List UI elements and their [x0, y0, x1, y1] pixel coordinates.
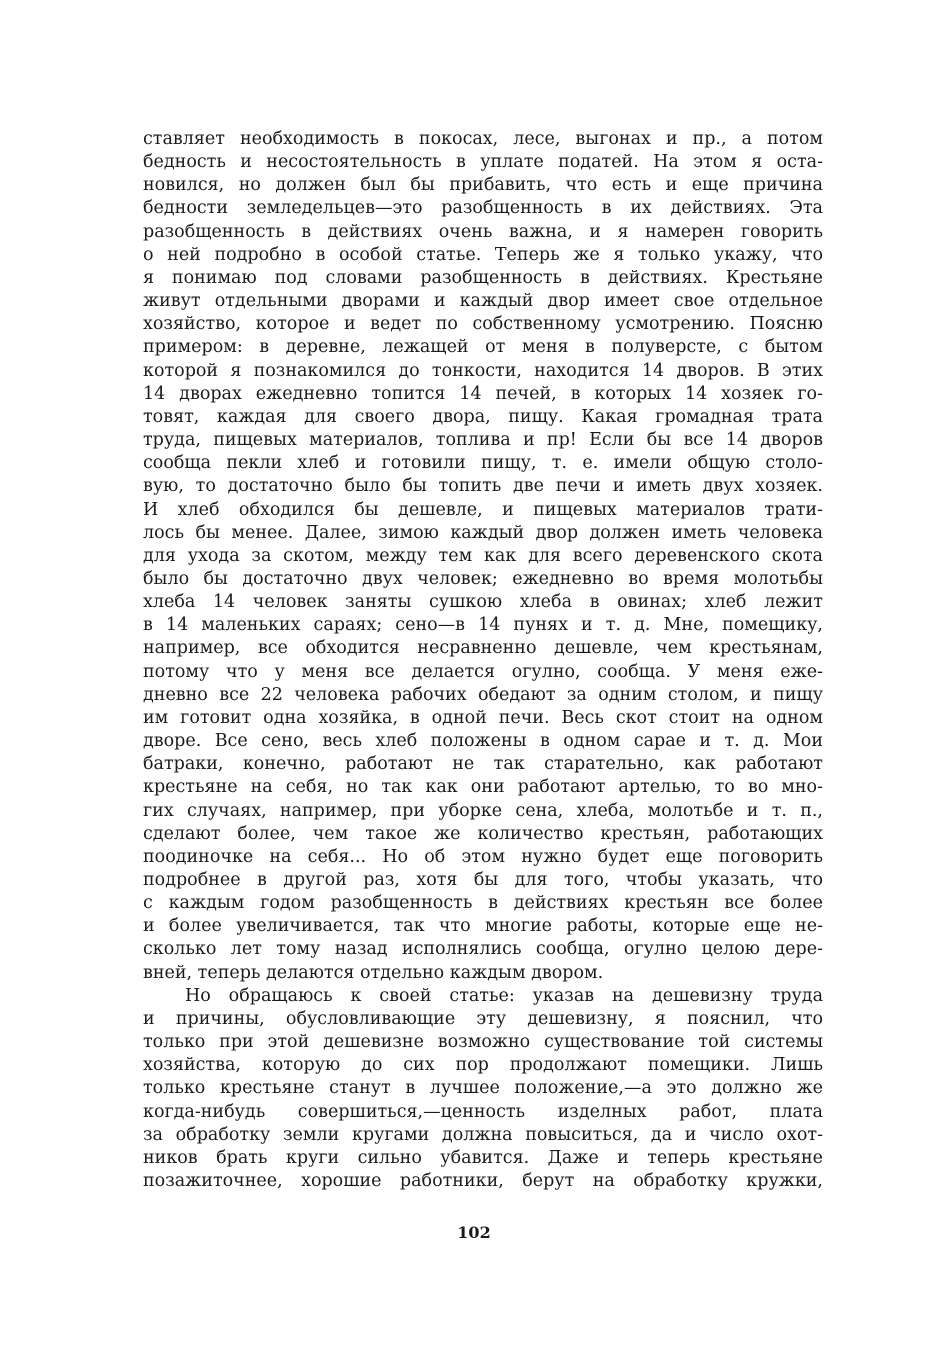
text-line: вней, теперь делаются отдельно каждым двором. — [143, 962, 604, 983]
text-line: только крестьяне станут в лучшее положение,—а это должно же — [143, 1078, 823, 1099]
text-line: поодиночке на себя... Но об этом нужно будет еще поговорить — [143, 846, 823, 867]
text-line: когда-нибудь совершиться,—ценность изделных работ, плата — [143, 1101, 823, 1122]
text-line: хозяйства, которую до сих пор продолжают помещики. Лишь — [143, 1055, 823, 1076]
text-line: сделают более, чем такое же количество крестьян, работающих — [143, 823, 823, 844]
page-number: 102 — [457, 1223, 491, 1242]
text-line: которой я познакомился до тонкости, находится 14 дворов. В этих — [143, 360, 823, 381]
paragraph-1 — [143, 128, 823, 985]
text-line: бедности земледельцев—это разобщенность в их действиях. Эта — [143, 198, 823, 219]
text-line: 14 дворах ежедневно топится 14 печей, в которых 14 хозяек го- — [143, 383, 823, 404]
text-line: живут отдельными дворами и каждый двор имеет свое отдельное — [143, 291, 823, 312]
text-line: Но обращаюсь к своей статье: указав на дешевизну труда — [185, 985, 823, 1006]
text-line: лось бы менее. Далее, зимою каждый двор должен иметь человека — [143, 522, 823, 543]
text-line: я понимаю под словами разобщенность в действиях. Крестьяне — [143, 267, 823, 288]
text-line: ников брать круги сильно убавится. Даже и теперь крестьяне — [143, 1147, 823, 1168]
text-line: вую, то достаточно было бы топить две печи и иметь двух хозяек. — [143, 476, 823, 497]
text-line: гих случаях, например, при уборке сена, хлеба, молотьбе и т. п., — [143, 800, 823, 821]
text-line: только при этой дешевизне возможно существование той системы — [143, 1032, 823, 1053]
text-line: в 14 маленьких сараях; сено—в 14 пунях и т. д. Мне, помещику, — [143, 615, 823, 636]
page-body-text — [143, 128, 823, 1193]
text-line: например, все обходится несравненно дешевле, чем крестьянам, — [143, 638, 823, 659]
text-line: хозяйство, которое и ведет по собственному усмотрению. Поясню — [143, 314, 823, 335]
text-line: труда, пищевых материалов, топлива и пр! Если бы все 14 дворов — [143, 430, 823, 451]
text-line: дневно все 22 человека рабочих обедают за одним столом, и пищу — [143, 684, 823, 705]
text-line: для ухода за скотом, между тем как для всего деревенского скота — [143, 545, 823, 566]
text-line: о ней подробно в особой статье. Теперь же я только укажу, что — [143, 244, 823, 265]
text-line: с каждым годом разобщенность в действиях крестьян все более — [143, 893, 823, 914]
text-line: сообща пекли хлеб и готовили пищу, т. е. имели общую столо- — [143, 453, 823, 474]
paragraph-2 — [143, 985, 823, 1193]
text-line: ставляет необходимость в покосах, лесе, выгонах и пр., а потом — [143, 129, 823, 149]
text-line: примером: в деревне, лежащей от меня в полуверсте, с бытом — [143, 337, 823, 358]
text-line: им готовит одна хозяйка, в одной печи. Весь скот стоит на одном — [143, 707, 823, 728]
text-line: и причины, обусловливающие эту дешевизну, я пояснил, что — [143, 1008, 823, 1029]
text-line: было бы достаточно двух человек; ежедневно во время молотьбы — [143, 568, 823, 589]
text-line: бедность и несостоятельность в уплате податей. На этом я оста- — [143, 152, 823, 173]
text-line: потому что у меня все делается огулно, сообща. У меня еже- — [143, 661, 823, 682]
text-line: товят, каждая для своего двора, пищу. Какая громадная трата — [143, 406, 823, 427]
text-line: хлеба 14 человек заняты сушкою хлеба в овинах; хлеб лежит — [143, 592, 823, 613]
text-line: и более увеличивается, так что многие работы, которые еще не- — [143, 916, 823, 937]
text-line: подробнее в другой раз, хотя бы для того, чтобы указать, что — [143, 870, 823, 890]
text-line: дворе. Все сено, весь хлеб положены в одном сарае и т. д. Мои — [143, 731, 823, 752]
text-line: разобщенность в действиях очень важна, и я намерен говорить — [143, 221, 823, 242]
text-line: крестьяне на себя, но так как они работают артелью, то во мно- — [143, 777, 823, 798]
text-line: И хлеб обходился бы дешевле, и пищевых материалов трати- — [143, 499, 823, 520]
text-line: за обработку земли кругами должна повыситься, да и число охот- — [143, 1124, 823, 1145]
text-line: новился, но должен был бы прибавить, что есть и еще причина — [143, 175, 823, 196]
text-line: сколько лет тому назад исполнялись сообща, огулно целою дере- — [143, 939, 823, 960]
text-line: позажиточнее, хорошие работники, берут на обработку кружки, — [143, 1171, 823, 1192]
text-line: батраки, конечно, работают не так старательно, как работают — [143, 754, 823, 775]
